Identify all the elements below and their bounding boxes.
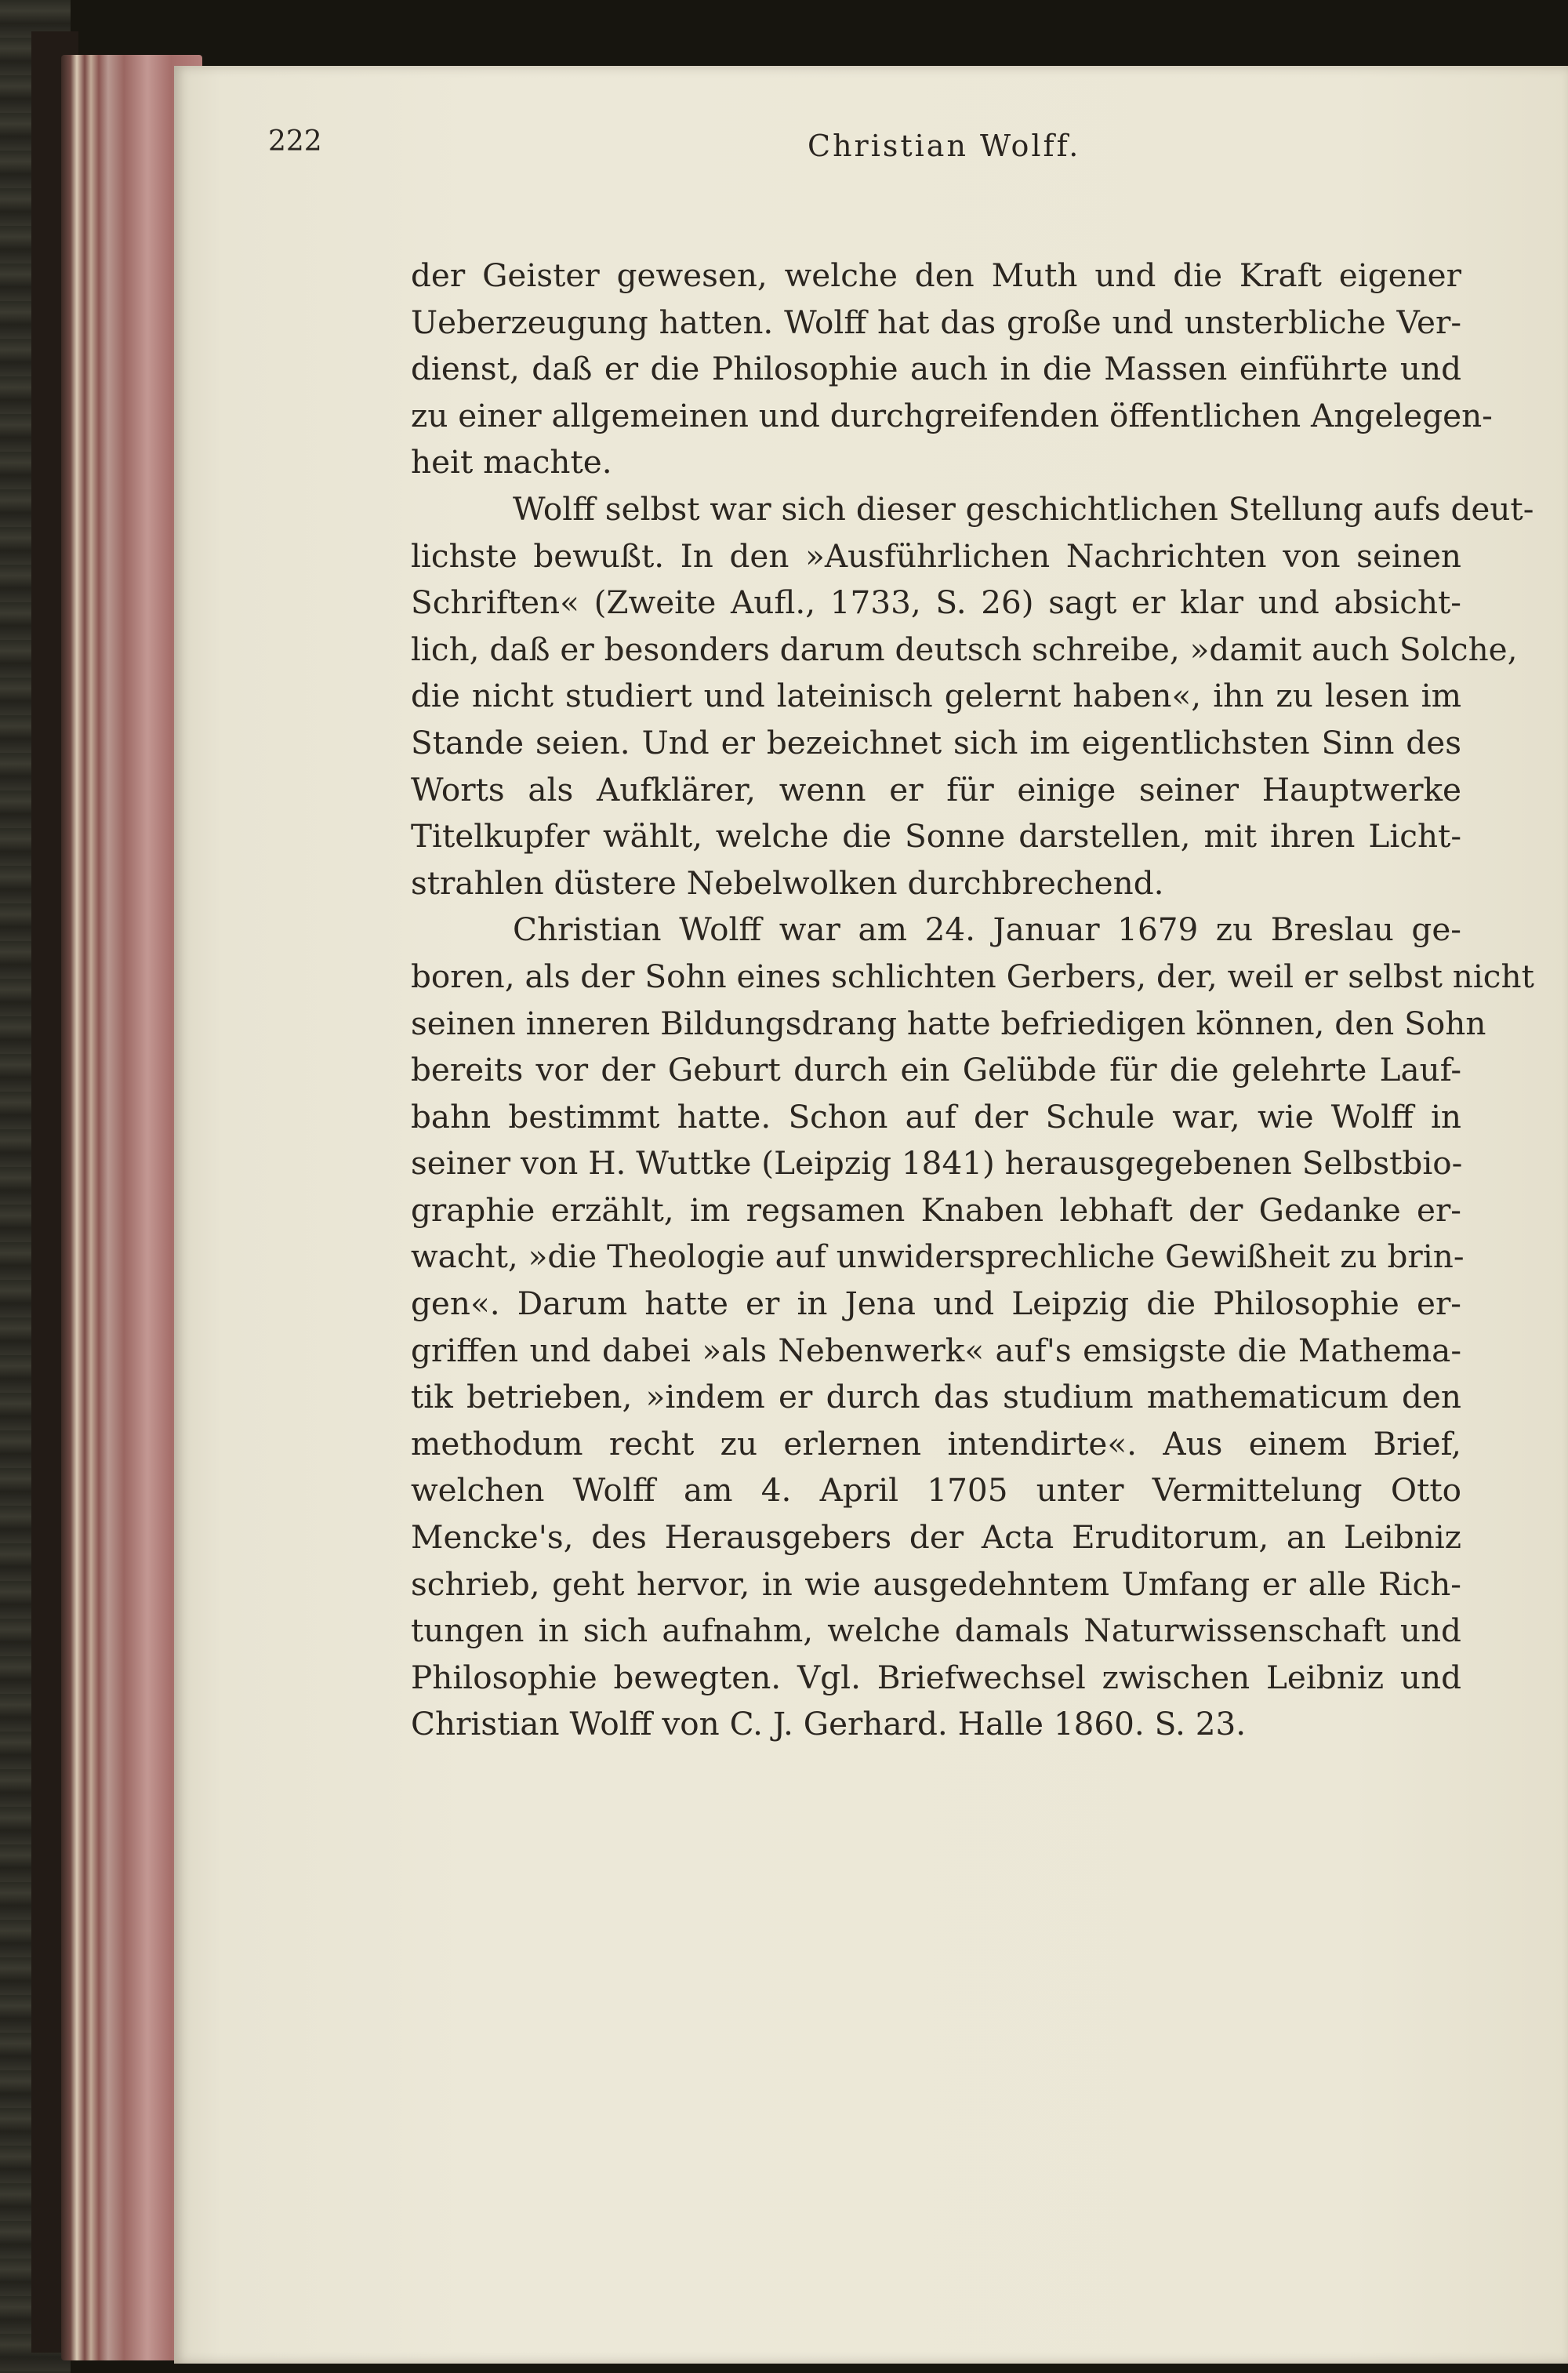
text-line: seiner von H. Wuttke (Leipzig 1841) herausgegebenen Selbstbio- <box>411 1144 1463 1183</box>
page-number: 222 <box>268 125 322 158</box>
text-line: Ueberzeugung hatten. Wolff hat das große und unsterbliche Ver- <box>411 303 1461 341</box>
text-line: bereits vor der Geburt durch ein Gelübde für die gelehrte Lauf- <box>411 1051 1461 1089</box>
text-line: Christian Wolff war am 24. Januar 1679 zu Breslau ge- <box>513 910 1461 949</box>
text-line: heit machte. <box>411 443 612 482</box>
text-line: welchen Wolff am 4. April 1705 unter Vermittelung Otto <box>411 1471 1461 1510</box>
body-text <box>411 253 1534 1748</box>
text-line: graphie erzählt, im regsamen Knaben lebhaft der Gedanke er- <box>411 1190 1461 1229</box>
text-line: Worts als Aufklärer, wenn er für einige seiner Hauptwerke <box>411 770 1461 809</box>
text-line: griffen und dabei »als Nebenwerk« auf's emsigste die Mathema- <box>411 1331 1461 1369</box>
text-line: lich, daß er besonders darum deutsch schreibe, »damit auch Solche, <box>411 630 1518 668</box>
text-line: strahlen düstere Nebelwolken durchbrechend. <box>411 863 1164 902</box>
text-line: Stande seien. Und er bezeichnet sich im eigentlichsten Sinn des <box>411 723 1461 761</box>
text-line: Mencke's, des Herausgebers der Acta Eruditorum, an Leibniz <box>411 1518 1461 1557</box>
text-line: methodum recht zu erlernen intendirte«. Aus einem Brief, <box>411 1424 1461 1463</box>
paragraph <box>411 253 1493 486</box>
paragraph <box>411 907 1534 1748</box>
text-line: der Geister gewesen, welche den Muth und die Kraft eigener <box>411 256 1461 294</box>
text-line: wacht, »die Theologie auf unwidersprechliche Gewißheit zu brin- <box>411 1237 1465 1276</box>
paragraph <box>411 486 1534 907</box>
text-line: seinen inneren Bildungsdrang hatte befriedigen können, den Sohn <box>411 1004 1486 1042</box>
text-line: tungen in sich aufnahm, welche damals Naturwissenschaft und <box>411 1612 1461 1650</box>
text-line: Titelkupfer wählt, welche die Sonne darstellen, mit ihren Licht- <box>411 817 1461 856</box>
running-head-title: Christian Wolff. <box>808 129 1081 163</box>
text-line: bahn bestimmt hatte. Schon auf der Schule war, wie Wolff in <box>411 1097 1461 1136</box>
text-line: tik betrieben, »indem er durch das studium mathematicum den <box>411 1378 1461 1416</box>
text-line: schrieb, geht hervor, in wie ausgedehntem Umfang er alle Rich- <box>411 1564 1461 1603</box>
text-line: zu einer allgemeinen und durchgreifenden öffentlichen Angelegen- <box>411 396 1493 434</box>
text-line: Schriften« (Zweite Aufl., 1733, S. 26) sagt er klar und absicht- <box>411 583 1461 622</box>
text-line: Philosophie bewegten. Vgl. Briefwechsel zwischen Leibniz und <box>411 1658 1461 1696</box>
text-line: Wolff selbst war sich dieser geschichtlichen Stellung aufs deut- <box>513 489 1534 528</box>
text-line: die nicht studiert und lateinisch gelernt haben«, ihn zu lesen im <box>411 677 1461 715</box>
text-line: Christian Wolff von C. J. Gerhard. Halle 1860. S. 23. <box>411 1705 1247 1743</box>
text-line: gen«. Darum hatte er in Jena und Leipzig die Philosophie er- <box>411 1285 1461 1323</box>
text-line: lichste bewußt. In den »Ausführlichen Nachrichten von seinen <box>411 536 1461 575</box>
text-line: boren, als der Sohn eines schlichten Gerbers, der, weil er selbst nicht <box>411 957 1534 995</box>
text-line: dienst, daß er die Philosophie auch in die Massen einführte und <box>411 350 1461 388</box>
